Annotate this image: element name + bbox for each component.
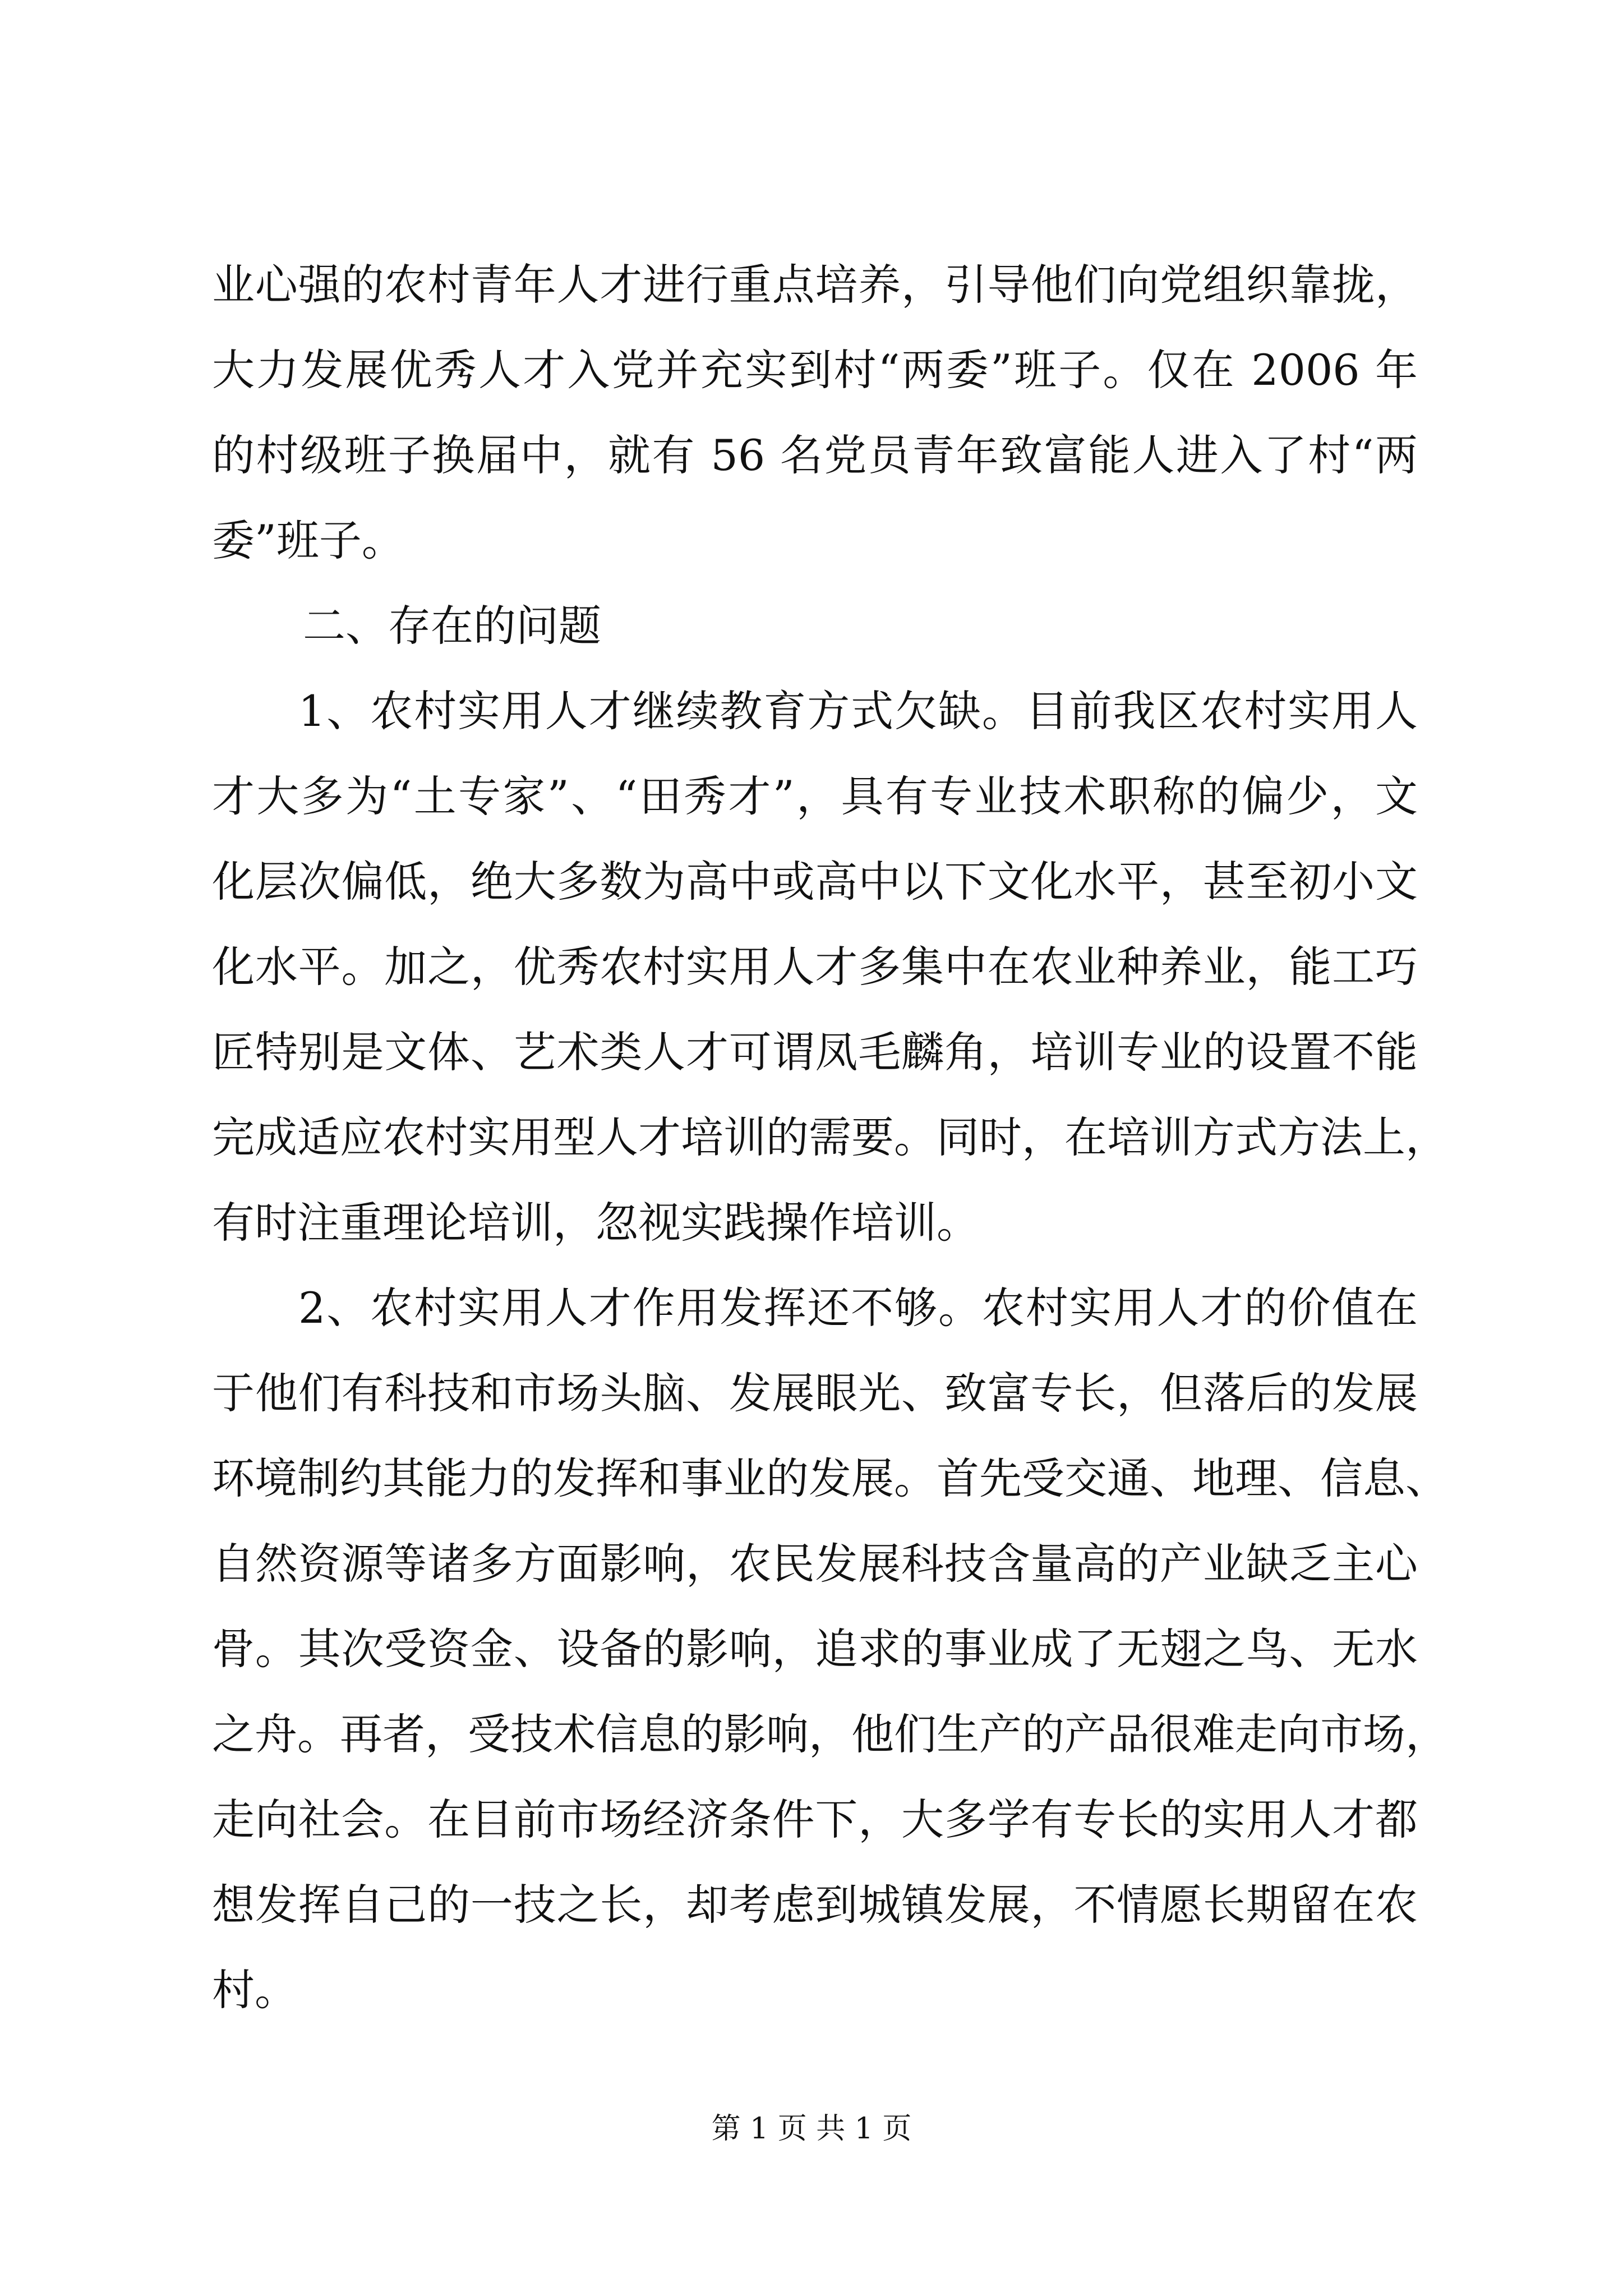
paragraph-line: 匠特别是文体、艺术类人才可谓凤毛麟角，培训专业的设置不能 xyxy=(212,1027,1418,1077)
paragraph-line: 有时注重理论培训，忽视实践操作培训。 xyxy=(212,1198,979,1248)
paragraph-line: 环境制约其能力的发挥和事业的发展。首先受交通、地理、信息、 xyxy=(212,1453,1448,1503)
paragraph-line: 完成适应农村实用型人才培训的需要。同时，在培训方式方法上， xyxy=(212,1112,1448,1162)
paragraph-line: 大力发展优秀人才入党并充实到村“两委”班子。仅在 2006 年 xyxy=(212,345,1418,395)
paragraph-line: 村。 xyxy=(212,1965,297,2015)
paragraph-line: 1、农村实用人才继续教育方式欠缺。目前我区农村实用人 xyxy=(298,686,1418,736)
paragraph-line: 的村级班子换届中，就有 56 名党员青年致富能人进入了村“两 xyxy=(212,430,1418,480)
paragraph-line: 自然资源等诸多方面影响，农民发展科技含量高的产业缺乏主心 xyxy=(212,1539,1418,1589)
paragraph-line: 2、农村实用人才作用发挥还不够。农村实用人才的价值在 xyxy=(298,1283,1418,1333)
paragraph-line: 化水平。加之，优秀农村实用人才多集中在农业种养业，能工巧 xyxy=(212,942,1418,992)
paragraph-line: 化层次偏低，绝大多数为高中或高中以下文化水平，甚至初小文 xyxy=(212,857,1418,907)
paragraph-line: 之舟。再者，受技术信息的影响，他们生产的产品很难走向市场， xyxy=(212,1709,1448,1759)
paragraph-line: 于他们有科技和市场头脑、发展眼光、致富专长，但落后的发展 xyxy=(212,1368,1418,1418)
page-number-footer: 第 1 页 共 1 页 xyxy=(711,2112,912,2146)
paragraph-line: 业心强的农村青年人才进行重点培养，引导他们向党组织靠拢， xyxy=(212,260,1418,310)
paragraph-line: 想发挥自己的一技之长，却考虑到城镇发展，不情愿长期留在农 xyxy=(212,1880,1418,1930)
paragraph-line: 才大多为“土专家”、“田秀才”，具有专业技术职称的偏少，文 xyxy=(212,771,1418,821)
paragraph-line: 走向社会。在目前市场经济条件下，大多学有专长的实用人才都 xyxy=(212,1795,1418,1844)
paragraph-line: 骨。其次受资金、设备的影响，追求的事业成了无翅之鸟、无水 xyxy=(212,1624,1418,1674)
section-heading: 二、存在的问题 xyxy=(303,601,601,651)
paragraph-line: 委”班子。 xyxy=(212,516,404,565)
